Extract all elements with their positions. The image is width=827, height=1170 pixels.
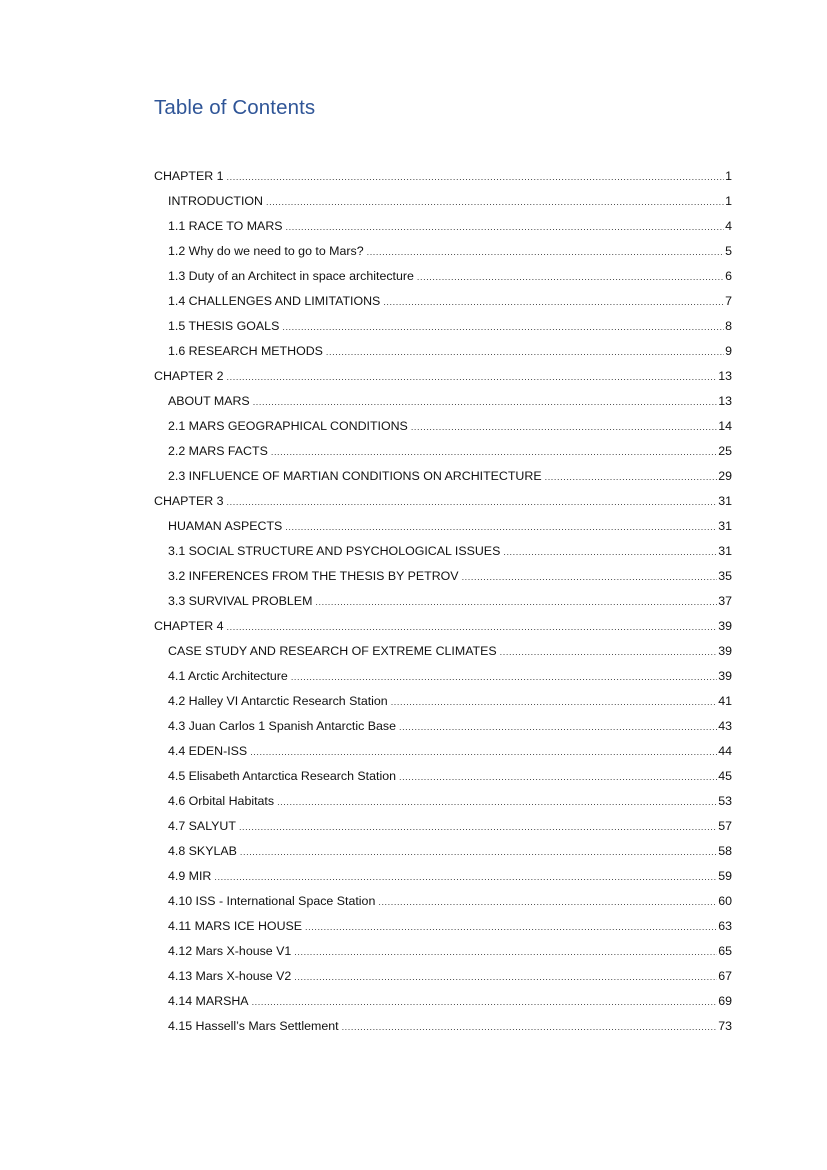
toc-entry-4-2[interactable] — [154, 689, 732, 714]
toc-entry-chapter-1[interactable] — [154, 164, 732, 189]
dot-leader — [227, 365, 718, 390]
toc-entry-page: 1 — [725, 169, 732, 183]
dot-leader — [266, 190, 724, 215]
toc-entry-chapter-2[interactable] — [154, 364, 732, 389]
toc-entry-page: 63 — [718, 919, 732, 933]
toc-entry-page: 37 — [718, 594, 732, 608]
dot-leader — [503, 540, 717, 565]
toc-entry-label: ABOUT MARS — [168, 394, 250, 408]
toc-entry-2-2[interactable] — [154, 439, 732, 464]
toc-entry-page: 43 — [718, 719, 732, 733]
toc-entry-2-3[interactable] — [154, 464, 732, 489]
dot-leader — [391, 690, 718, 715]
dot-leader — [286, 215, 725, 240]
toc-entry-case-study[interactable] — [154, 639, 732, 664]
toc-entry-page: 25 — [718, 444, 732, 458]
dot-leader — [240, 840, 717, 865]
toc-entry-page: 13 — [718, 369, 732, 383]
toc-entry-1-2[interactable] — [154, 239, 732, 264]
dot-leader — [253, 390, 718, 415]
dot-leader — [378, 890, 717, 915]
toc-entry-label: 4.2 Halley VI Antarctic Research Station — [168, 694, 388, 708]
toc-entry-label: 4.8 SKYLAB — [168, 844, 237, 858]
toc-entry-1-4[interactable] — [154, 289, 732, 314]
dot-leader — [252, 990, 718, 1015]
toc-entry-page: 41 — [718, 694, 732, 708]
toc-entry-label: 1.2 Why do we need to go to Mars? — [168, 244, 364, 258]
toc-entry-4-15[interactable] — [154, 1014, 732, 1039]
dot-leader — [250, 740, 717, 765]
dot-leader — [285, 515, 717, 540]
toc-entry-1-1[interactable] — [154, 214, 732, 239]
toc-entry-chapter-4[interactable] — [154, 614, 732, 639]
dot-leader — [326, 340, 724, 365]
toc-entry-label: INTRODUCTION — [168, 194, 263, 208]
toc-entry-label: 4.12 Mars X-house V1 — [168, 944, 292, 958]
toc-entry-label: 4.10 ISS - International Space Station — [168, 894, 376, 908]
toc-entry-3-3[interactable] — [154, 589, 732, 614]
toc-entry-page: 39 — [718, 619, 732, 633]
dot-leader — [294, 940, 717, 965]
dot-leader — [227, 165, 725, 190]
toc-entry-page: 1 — [725, 194, 732, 208]
dot-leader — [294, 965, 717, 990]
toc-entry-label: HUAMAN ASPECTS — [168, 519, 283, 533]
toc-entry-page: 5 — [725, 244, 732, 258]
toc-entry-chapter-3[interactable] — [154, 489, 732, 514]
toc-entry-label: 1.5 THESIS GOALS — [168, 319, 280, 333]
dot-leader — [227, 615, 718, 640]
toc-entry-4-5[interactable] — [154, 764, 732, 789]
toc-entry-label: 2.1 MARS GEOGRAPHICAL CONDITIONS — [168, 419, 408, 433]
toc-entry-label: 4.14 MARSHA — [168, 994, 249, 1008]
toc-entry-page: 13 — [718, 394, 732, 408]
toc-entry-4-11[interactable] — [154, 914, 732, 939]
toc-entry-page: 9 — [725, 344, 732, 358]
toc-entry-page: 39 — [718, 669, 732, 683]
dot-leader — [305, 915, 717, 940]
dot-leader — [315, 590, 717, 615]
toc-entry-label: 2.3 INFLUENCE OF MARTIAN CONDITIONS ON ARCHITECTURE — [168, 469, 542, 483]
dot-leader — [462, 565, 718, 590]
toc-entry-1-3[interactable] — [154, 264, 732, 289]
toc-entry-label: CHAPTER 4 — [154, 619, 224, 633]
dot-leader — [271, 440, 717, 465]
toc-entry-page: 31 — [718, 544, 732, 558]
dot-leader — [342, 1015, 718, 1040]
dot-leader — [383, 290, 724, 315]
toc-entry-page: 7 — [725, 294, 732, 308]
toc-entry-4-13[interactable] — [154, 964, 732, 989]
toc-entry-label: 4.1 Arctic Architecture — [168, 669, 288, 683]
dot-leader — [291, 665, 717, 690]
toc-entry-1-6[interactable] — [154, 339, 732, 364]
dot-leader — [411, 415, 717, 440]
dot-leader — [500, 640, 718, 665]
toc-entry-page: 69 — [718, 994, 732, 1008]
toc-entry-label: 3.2 INFERENCES FROM THE THESIS BY PETROV — [168, 569, 459, 583]
dot-leader — [399, 765, 717, 790]
toc-entry-2-1[interactable] — [154, 414, 732, 439]
dot-leader — [277, 790, 717, 815]
toc-entry-4-10[interactable] — [154, 889, 732, 914]
toc-entry-4-8[interactable] — [154, 839, 732, 864]
toc-entry-page: 39 — [718, 644, 732, 658]
toc-entry-page: 6 — [725, 269, 732, 283]
toc-entry-label: 4.5 Elisabeth Antarctica Research Station — [168, 769, 396, 783]
dot-leader — [214, 865, 717, 890]
toc-entry-page: 45 — [718, 769, 732, 783]
toc-entry-3-2[interactable] — [154, 564, 732, 589]
toc-entry-page: 58 — [718, 844, 732, 858]
toc-entry-page: 35 — [718, 569, 732, 583]
toc-entry-human-aspects[interactable] — [154, 514, 732, 539]
toc-entry-label: 3.3 SURVIVAL PROBLEM — [168, 594, 313, 608]
toc-entry-label: 4.15 Hassell’s Mars Settlement — [168, 1019, 339, 1033]
dot-leader — [399, 715, 717, 740]
toc-entry-page: 59 — [718, 869, 732, 883]
toc-entry-page: 8 — [725, 319, 732, 333]
toc-entry-label: 4.9 MIR — [168, 869, 212, 883]
toc-entry-3-1[interactable] — [154, 539, 732, 564]
toc-entry-page: 31 — [718, 494, 732, 508]
toc-entry-4-3[interactable] — [154, 714, 732, 739]
toc-entry-label: 4.7 SALYUT — [168, 819, 236, 833]
toc-entry-page: 31 — [718, 519, 732, 533]
toc-entry-label: 4.3 Juan Carlos 1 Spanish Antarctic Base — [168, 719, 396, 733]
toc-entry-4-1[interactable] — [154, 664, 732, 689]
dot-leader — [282, 315, 724, 340]
toc-entry-page: 65 — [718, 944, 732, 958]
dot-leader — [239, 815, 717, 840]
toc-entry-page: 73 — [718, 1019, 732, 1033]
toc-entry-page: 60 — [718, 894, 732, 908]
toc-entry-about-mars[interactable] — [154, 389, 732, 414]
toc-entry-label: 4.11 MARS ICE HOUSE — [168, 919, 303, 933]
dot-leader — [417, 265, 724, 290]
toc-entry-label: 4.6 Orbital Habitats — [168, 794, 275, 808]
toc-entry-4-7[interactable] — [154, 814, 732, 839]
toc-list — [154, 164, 732, 1039]
toc-entry-page: 29 — [718, 469, 732, 483]
toc-entry-page: 4 — [725, 219, 732, 233]
toc-entry-label: CHAPTER 1 — [154, 169, 224, 183]
toc-entry-page: 44 — [718, 744, 732, 758]
toc-entry-page: 57 — [718, 819, 732, 833]
toc-entry-label: CHAPTER 2 — [154, 369, 224, 383]
toc-entry-label: CASE STUDY AND RESEARCH OF EXTREME CLIMATES — [168, 644, 497, 658]
toc-entry-4-6[interactable] — [154, 789, 732, 814]
toc-entry-label: 1.6 RESEARCH METHODS — [168, 344, 323, 358]
toc-entry-label: 4.4 EDEN-ISS — [168, 744, 248, 758]
toc-entry-label: 1.3 Duty of an Architect in space architecture — [168, 269, 414, 283]
toc-entry-label: CHAPTER 3 — [154, 494, 224, 508]
toc-entry-introduction[interactable] — [154, 189, 732, 214]
toc-entry-page: 14 — [718, 419, 732, 433]
toc-entry-4-4[interactable] — [154, 739, 732, 764]
toc-title: Table of Contents — [154, 96, 316, 119]
toc-entry-label: 1.4 CHALLENGES AND LIMITATIONS — [168, 294, 381, 308]
dot-leader — [367, 240, 724, 265]
toc-entry-4-9[interactable] — [154, 864, 732, 889]
toc-entry-label: 4.13 Mars X-house V2 — [168, 969, 292, 983]
toc-entry-4-14[interactable] — [154, 989, 732, 1014]
toc-entry-label: 1.1 RACE TO MARS — [168, 219, 283, 233]
dot-leader — [227, 490, 718, 515]
toc-entry-label: 3.1 SOCIAL STRUCTURE AND PSYCHOLOGICAL ISSUES — [168, 544, 501, 558]
dot-leader — [545, 465, 718, 490]
toc-entry-page: 67 — [718, 969, 732, 983]
toc-entry-4-12[interactable] — [154, 939, 732, 964]
toc-entry-page: 53 — [718, 794, 732, 808]
toc-entry-1-5[interactable] — [154, 314, 732, 339]
toc-entry-label: 2.2 MARS FACTS — [168, 444, 268, 458]
